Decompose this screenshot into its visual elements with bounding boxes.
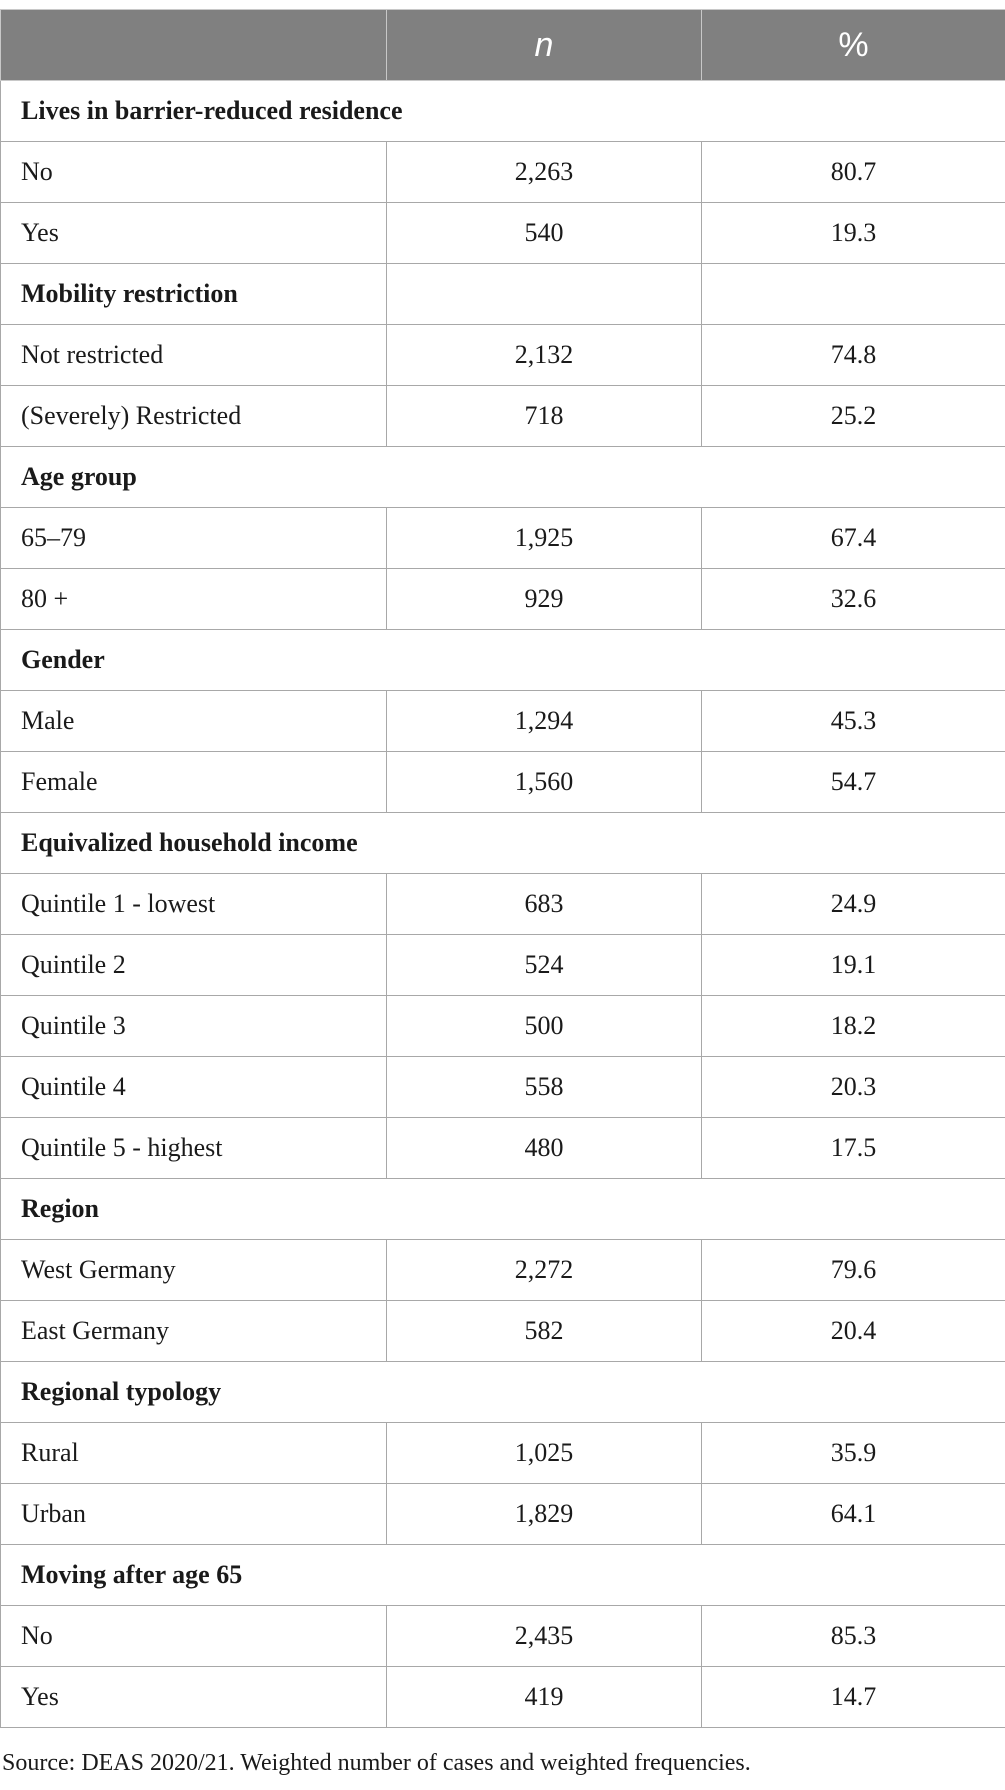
row-label: No <box>1 1606 387 1667</box>
section-row <box>1 1179 1005 1240</box>
table-row <box>1 874 1005 935</box>
row-label: Female <box>1 752 387 813</box>
row-label: Male <box>1 691 387 752</box>
percent-cell: 32.6 <box>702 569 1005 630</box>
percent-cell: 74.8 <box>702 325 1005 386</box>
table-row <box>1 386 1005 447</box>
section-row <box>1 813 1005 874</box>
section-row <box>1 630 1005 691</box>
row-label: Not restricted <box>1 325 387 386</box>
count-cell: 1,829 <box>387 1484 702 1545</box>
table-row <box>1 1240 1005 1301</box>
section-heading: Lives in barrier-reduced residence <box>1 81 1005 142</box>
count-cell: 683 <box>387 874 702 935</box>
percent-cell: 25.2 <box>702 386 1005 447</box>
table-row <box>1 935 1005 996</box>
table-row <box>1 203 1005 264</box>
percent-cell: 79.6 <box>702 1240 1005 1301</box>
percent-cell: 24.9 <box>702 874 1005 935</box>
percent-cell: 54.7 <box>702 752 1005 813</box>
table-row <box>1 142 1005 203</box>
frequency-table <box>0 9 1005 1728</box>
row-label: (Severely) Restricted <box>1 386 387 447</box>
count-cell: 419 <box>387 1667 702 1728</box>
section-heading: Equivalized household income <box>1 813 1005 874</box>
count-cell: 524 <box>387 935 702 996</box>
percent-cell: 20.4 <box>702 1301 1005 1362</box>
table-row <box>1 691 1005 752</box>
table-body <box>1 81 1005 1728</box>
header-label-cell <box>1 10 387 81</box>
table-row <box>1 1667 1005 1728</box>
section-heading: Age group <box>1 447 1005 508</box>
table-row <box>1 752 1005 813</box>
table-row <box>1 1301 1005 1362</box>
empty-cell <box>387 264 702 325</box>
row-label: Yes <box>1 1667 387 1728</box>
count-cell: 2,263 <box>387 142 702 203</box>
section-heading: Mobility restriction <box>1 264 387 325</box>
row-label: 80 + <box>1 569 387 630</box>
source-footnote: Source: DEAS 2020/21. Weighted number of cases and weighted frequencies. <box>2 1750 751 1776</box>
count-cell: 540 <box>387 203 702 264</box>
row-label: Quintile 3 <box>1 996 387 1057</box>
count-cell: 929 <box>387 569 702 630</box>
percent-cell: 67.4 <box>702 508 1005 569</box>
percent-cell: 20.3 <box>702 1057 1005 1118</box>
row-label: Yes <box>1 203 387 264</box>
count-cell: 2,272 <box>387 1240 702 1301</box>
count-cell: 1,025 <box>387 1423 702 1484</box>
percent-cell: 35.9 <box>702 1423 1005 1484</box>
percent-cell: 80.7 <box>702 142 1005 203</box>
percent-cell: 17.5 <box>702 1118 1005 1179</box>
row-label: 65–79 <box>1 508 387 569</box>
count-cell: 1,294 <box>387 691 702 752</box>
section-row <box>1 447 1005 508</box>
count-cell: 2,435 <box>387 1606 702 1667</box>
section-row <box>1 81 1005 142</box>
section-row <box>1 1362 1005 1423</box>
header-n: n <box>387 10 702 81</box>
frequency-table-container <box>0 9 1005 1728</box>
table-row <box>1 1606 1005 1667</box>
row-label: West Germany <box>1 1240 387 1301</box>
header-percent: % <box>702 10 1005 81</box>
row-label: No <box>1 142 387 203</box>
count-cell: 480 <box>387 1118 702 1179</box>
table-header <box>1 10 1005 81</box>
section-row <box>1 264 1005 325</box>
percent-cell: 14.7 <box>702 1667 1005 1728</box>
section-heading: Region <box>1 1179 1005 1240</box>
row-label: Urban <box>1 1484 387 1545</box>
row-label: Quintile 4 <box>1 1057 387 1118</box>
percent-cell: 85.3 <box>702 1606 1005 1667</box>
empty-cell <box>702 264 1005 325</box>
section-row <box>1 1545 1005 1606</box>
count-cell: 558 <box>387 1057 702 1118</box>
percent-cell: 18.2 <box>702 996 1005 1057</box>
section-heading: Regional typology <box>1 1362 1005 1423</box>
section-heading: Moving after age 65 <box>1 1545 1005 1606</box>
table-row <box>1 1423 1005 1484</box>
percent-cell: 19.3 <box>702 203 1005 264</box>
table-row <box>1 996 1005 1057</box>
count-cell: 2,132 <box>387 325 702 386</box>
percent-cell: 19.1 <box>702 935 1005 996</box>
table-row <box>1 1057 1005 1118</box>
table-row <box>1 1118 1005 1179</box>
row-label: Quintile 5 - highest <box>1 1118 387 1179</box>
header-row <box>1 10 1005 81</box>
row-label: East Germany <box>1 1301 387 1362</box>
count-cell: 1,560 <box>387 752 702 813</box>
count-cell: 582 <box>387 1301 702 1362</box>
percent-cell: 64.1 <box>702 1484 1005 1545</box>
row-label: Rural <box>1 1423 387 1484</box>
count-cell: 500 <box>387 996 702 1057</box>
row-label: Quintile 2 <box>1 935 387 996</box>
table-row <box>1 325 1005 386</box>
table-row <box>1 1484 1005 1545</box>
table-row <box>1 508 1005 569</box>
count-cell: 1,925 <box>387 508 702 569</box>
count-cell: 718 <box>387 386 702 447</box>
percent-cell: 45.3 <box>702 691 1005 752</box>
section-heading: Gender <box>1 630 1005 691</box>
table-row <box>1 569 1005 630</box>
row-label: Quintile 1 - lowest <box>1 874 387 935</box>
